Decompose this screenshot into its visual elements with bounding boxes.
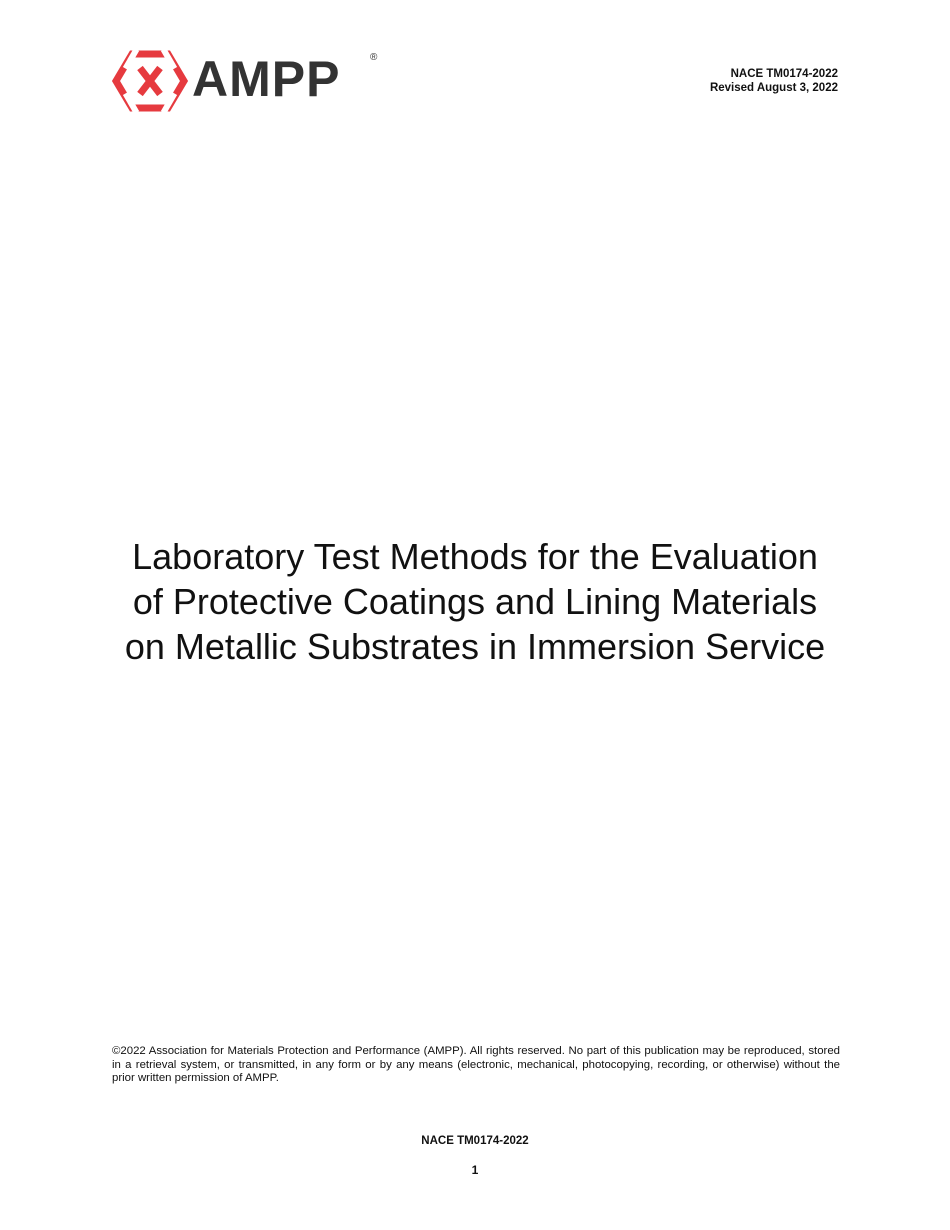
page-number: 1 — [471, 1163, 479, 1177]
document-title — [100, 534, 850, 669]
title-line-2: of Protective Coatings and Lining Materials — [132, 581, 818, 622]
copyright-notice: ©2022 Association for Materials Protection and Performance (AMPP). All rights reserved. No part of this publication may be reproduced, stored in a retrieval system, or transmitted, in any form or by any means (electronic, mechanical, photocopying, recording, or otherwise) without the prior written permission of AMPP. — [112, 1045, 840, 1084]
ampp-logo — [110, 48, 385, 114]
title-line-3: on Metallic Substrates in Immersion Service — [124, 626, 826, 667]
header-meta — [710, 67, 838, 95]
header-revision-date: Revised August 3, 2022 — [709, 82, 838, 94]
registered-mark: ® — [370, 52, 378, 63]
ampp-hexagon-icon — [110, 48, 190, 114]
header-standard-code: NACE TM0174-2022 — [730, 68, 838, 80]
title-line-1: Laboratory Test Methods for the Evaluation — [132, 536, 818, 577]
logo-wordmark: AMPP — [192, 51, 341, 107]
footer-standard-code: NACE TM0174-2022 — [421, 1135, 529, 1147]
